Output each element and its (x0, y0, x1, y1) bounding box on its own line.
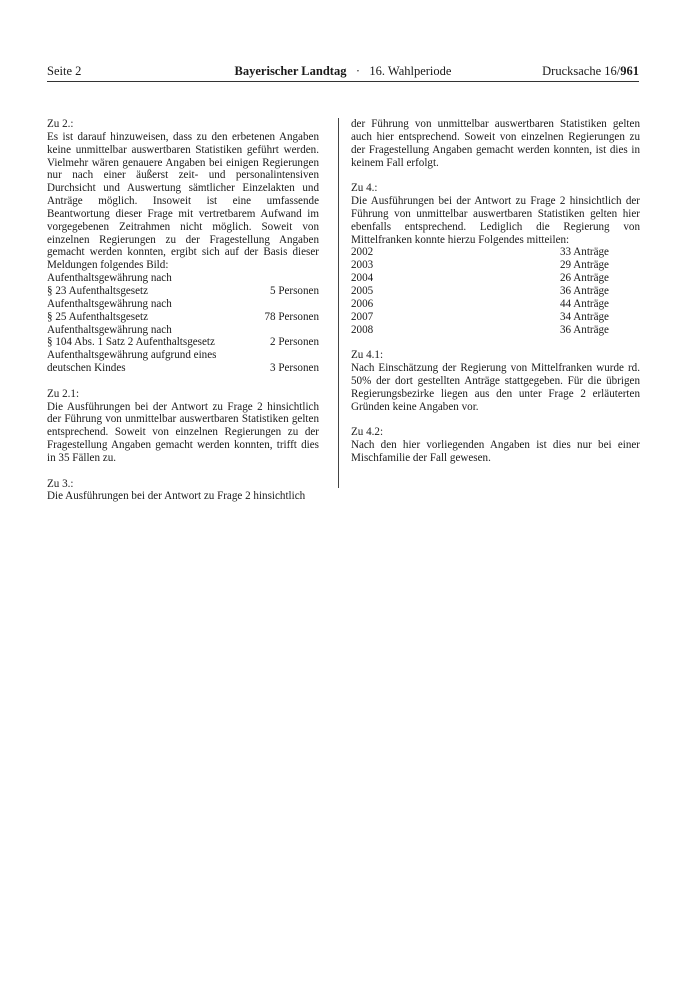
parliament-name: Bayerischer Landtag (234, 64, 347, 78)
table-year: 2004 (351, 272, 374, 285)
table-count: 36 Anträge (560, 284, 609, 297)
table-count: 44 Anträge (560, 297, 609, 310)
table-row-label-1: Aufenthaltsgewährung aufgrund eines (47, 349, 217, 362)
table-year: 2006 (351, 297, 374, 310)
table-row-line (47, 285, 319, 298)
table-row-line (47, 362, 319, 375)
section-text-zu-4-1: Nach Einschätzung der Regierung von Mittelfranken wurde rd. 50% der dort gestellten Anträge stattgegeben. Für die übrigen Regierungsbezirke liegen aus den unter Frage 2 erläuterten Gründen keine Angaben vor. (351, 362, 640, 413)
section-text-zu-3-continued: der Führung von unmittelbar auswertbaren Statistiken gelten auch hier entsprechend. Soweit von einzelnen Regierungen zu der Fragestellung Angaben gemacht werden konnten, ist dies in keinem Fall erfolgt. (351, 118, 640, 169)
section-heading-zu-4: Zu 4.: (351, 182, 378, 195)
table-row (351, 259, 640, 272)
table-row (351, 246, 640, 259)
table-year: 2007 (351, 310, 374, 323)
table-row-label-2: § 25 Aufenthaltsgesetz (47, 310, 149, 323)
spacer (351, 169, 640, 182)
section-text-zu-2-1: Die Ausführungen bei der Antwort zu Frage 2 hinsichtlich der Führung von unmittelbar auswertbaren Statistiken gelten entsprechend. Soweit von einzelnen Regierungen zu der Fragestellung Angaben gemacht werden konnten, trifft dies in 35 Fällen zu. (47, 400, 319, 464)
header-separator: · (355, 64, 360, 78)
spacer (47, 465, 319, 478)
table-row (47, 324, 319, 350)
section-heading-zu-2: Zu 2.: (47, 118, 74, 130)
table-year: 2002 (351, 246, 374, 259)
section-heading-zu-4-2: Zu 4.2: (351, 426, 384, 439)
table-row-label-1: Aufenthaltsgewährung nach (47, 297, 172, 310)
section-text-zu-2: Es ist darauf hinzuweisen, dass zu den erbetenen Angaben keine unmittelbar auswertbaren Statistiken geführt werden. Vielmehr wären genauere Angaben bei einigen Regierungen nur nach einer äußerst zeit- und personalintensiven Durchsicht und Auswertung sämtlicher Einzelakten und Anträge möglich. Insoweit ist eine umfassende Beantwortung dieser Frage mit vertretbarem Aufwand im vorgegebenen Zeitrahmen nicht möglich. Soweit von einzelnen Regierungen zu der Fragestellung Angaben gemacht werden konnten, ergibt sich auf der Basis dieser Meldungen folgendes Bild: (47, 130, 319, 272)
table-row (47, 272, 319, 298)
table-row-value: 2 Personen (270, 336, 319, 349)
left-column (47, 118, 319, 503)
section-heading-zu-4-1: Zu 4.1: (351, 349, 384, 362)
table-row (351, 311, 640, 324)
spacer (351, 413, 640, 426)
table-row-line (47, 336, 319, 349)
table-year: 2003 (351, 259, 374, 272)
table-row (47, 349, 319, 375)
table-count: 33 Anträge (560, 246, 609, 259)
table-count: 26 Anträge (560, 272, 609, 285)
table-row-value: 5 Personen (270, 284, 319, 297)
section-text-zu-4-2: Nach den hier vorliegenden Angaben ist dies nur bei einer Mischfamilie der Fall gewesen. (351, 439, 640, 464)
table-row (351, 272, 640, 285)
document-number (542, 63, 639, 79)
table-row-value: 78 Personen (264, 310, 319, 323)
table-count: 34 Anträge (560, 310, 609, 323)
table-row (351, 324, 640, 337)
table-row-value: 3 Personen (270, 362, 319, 375)
table-row-label-2: § 104 Abs. 1 Satz 2 Aufenthaltsgesetz (47, 336, 215, 349)
legislative-period: 16. Wahlperiode (369, 64, 452, 78)
table-row-label-1: Aufenthaltsgewährung nach (47, 323, 172, 336)
section-text-zu-3: Die Ausführungen bei der Antwort zu Frage 2 hinsichtlich (47, 490, 306, 503)
table-count: 36 Anträge (560, 323, 609, 336)
applications-table (351, 246, 640, 336)
spacer (47, 375, 319, 388)
section-heading-zu-3: Zu 3.: (47, 477, 74, 490)
column-divider (338, 118, 339, 488)
table-year: 2005 (351, 284, 374, 297)
table-row-line (47, 311, 319, 324)
table-row-label-2: deutschen Kindes (47, 362, 126, 375)
section-heading-zu-2-1: Zu 2.1: (47, 387, 80, 400)
residence-table (47, 272, 319, 375)
spacer (351, 336, 640, 349)
header-rule (47, 81, 639, 82)
table-row (47, 298, 319, 324)
document-number-prefix: Drucksache 16/ (542, 64, 621, 78)
table-row-label-2: § 23 Aufenthaltsgesetz (47, 284, 149, 297)
section-text-zu-4: Die Ausführungen bei der Antwort zu Frage 2 hinsichtlich der Führung von unmittelbar auswertbaren Statistiken gelten hier ebenfalls entsprechend. Lediglich die Regierung von Mittelfranken konnte hierzu Folgendes mitteilen: (351, 195, 640, 246)
right-column (351, 118, 640, 465)
table-year: 2008 (351, 323, 374, 336)
table-row-label-1: Aufenthaltsgewährung nach (47, 272, 172, 285)
page-number: Seite 2 (47, 64, 82, 78)
page-header (47, 63, 639, 81)
document-number-value: 961 (620, 64, 639, 78)
table-count: 29 Anträge (560, 259, 609, 272)
table-row (351, 285, 640, 298)
table-row (351, 298, 640, 311)
